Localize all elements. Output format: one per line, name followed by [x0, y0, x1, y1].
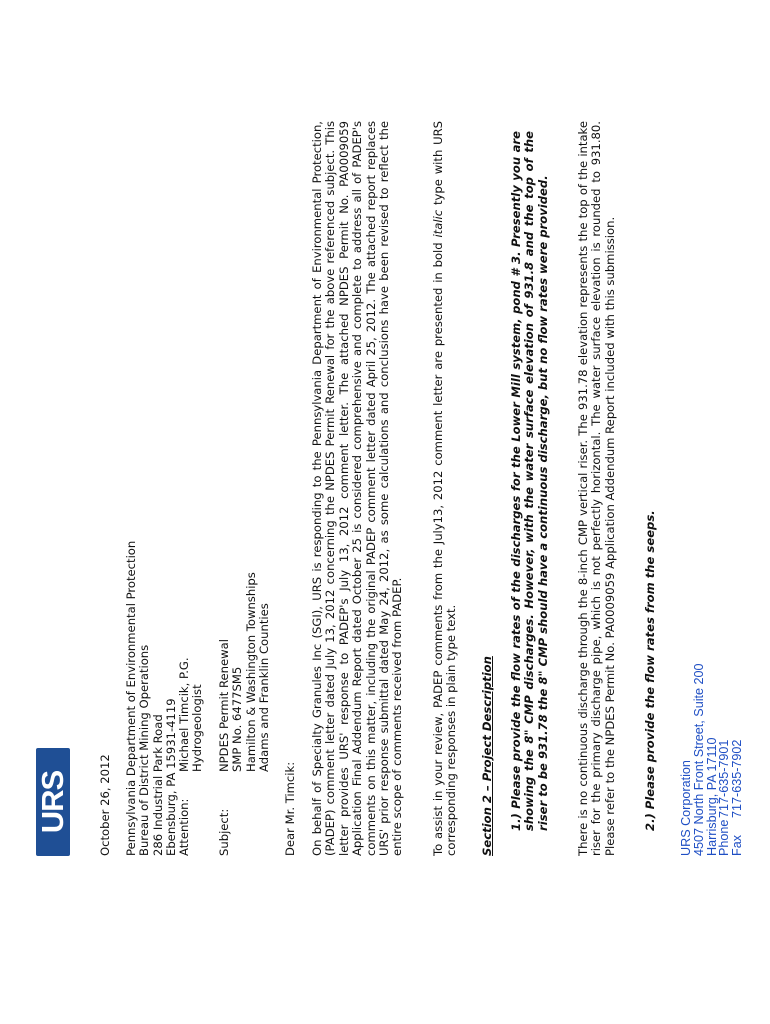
recipient-address — [125, 356, 179, 856]
pade-comment-1: 1.) Please provide the flow rates of the discharges for the Lower Mill system, pond # 3. Presently you are showing the 8" CMP discharges. However, with the water surface elevation of 931.8 and the top of the riser to be 931.78 the 8" CMP should have a continuous discharge, but no flow rates were provided. — [509, 131, 550, 831]
assist-paragraph — [432, 121, 459, 856]
urs-response-1: There is no continuous discharge through the 8-inch CMP vertical riser. The 931.78 elevation represents the top of the intake riser for the primary discharge pipe, which is not perfectly horizontal. The water surface elevation is rounded to 931.80. Please refer to the NPDES Permit No. PA0009059 Application Addendum Report included with this submission. — [576, 121, 617, 856]
company-footer — [680, 456, 744, 856]
footer-phone-label: Phone — [717, 819, 732, 856]
attention-title: Hydrogeologist — [190, 684, 205, 772]
assist-text: To assist in your review, PADEP comments from the July13, 2012 comment letter are presented in bold — [431, 237, 445, 856]
footer-fax-label: Fax — [730, 835, 745, 856]
intro-paragraph: On behalf of Specialty Granules Inc (SGI), URS is responding to the Pennsylvania Department of Environmental Protection, (PADEP) comment letter dated July 13, 2012 concerning the NPDES Permit Renewal for the above referenced subject. This letter provides URS' response to PADEP's July 13, 2012 comment letter. The attached NPDES Permit No. PA0009059 Application Final Addendum Report dated October 25 is considered comprehensive and complete to address all of PADEP's comments on this matter, including the original PADEP comment letter dated April 25, 2012. The attached report replaces URS' prior response submittal dated May 24, 2012, as some calculations and conclusions have been revised to reflect the entire scope of comments received from PADEP. — [310, 121, 405, 856]
subject-block — [218, 256, 272, 856]
footer-fax — [731, 456, 744, 856]
subject-line: Hamilton & Washington Townships — [243, 572, 258, 772]
footer-street: 4507 North Front Street, Suite 200 — [691, 663, 706, 856]
footer-phone-number: 717-635-7901 — [717, 739, 732, 818]
footer-city: Harrisburg, PA 17110 — [704, 737, 719, 856]
address-line: Pennsylvania Department of Environmental Protection — [124, 540, 138, 856]
address-line: Ebensburg, PA 15931-4119 — [164, 698, 179, 856]
section-heading: Section 2 – Project Description — [480, 656, 494, 856]
footer-company: URS Corporation — [679, 760, 693, 856]
assist-text-end: type with URS corresponding responses in plain type text. — [431, 120, 459, 856]
letter-date: October 26, 2012 — [98, 754, 112, 856]
salutation: Dear Mr. Timcik: — [283, 761, 297, 856]
pade-comment-2: 2.) Please provide the flow rates from the seeps. — [643, 510, 657, 831]
assist-italic-word: italic — [431, 209, 445, 238]
subject-label: Subject: — [217, 808, 231, 856]
subject-line: SMP No. 6477SM5 — [230, 666, 245, 772]
footer-fax-number: 717-635-7902 — [730, 739, 745, 818]
urs-logo: URS — [36, 748, 70, 856]
subject-line: NPDES Permit Renewal — [217, 639, 231, 772]
address-line: Bureau of District Mining Operations — [137, 644, 152, 856]
attention-name: Michael Timcik, P.G. — [177, 657, 191, 772]
address-line: 286 Industrial Park Road — [150, 714, 165, 856]
subject-line: Adams and Franklin Counties — [257, 603, 272, 772]
attention-block — [178, 356, 205, 856]
attention-label: Attention: — [177, 798, 191, 856]
